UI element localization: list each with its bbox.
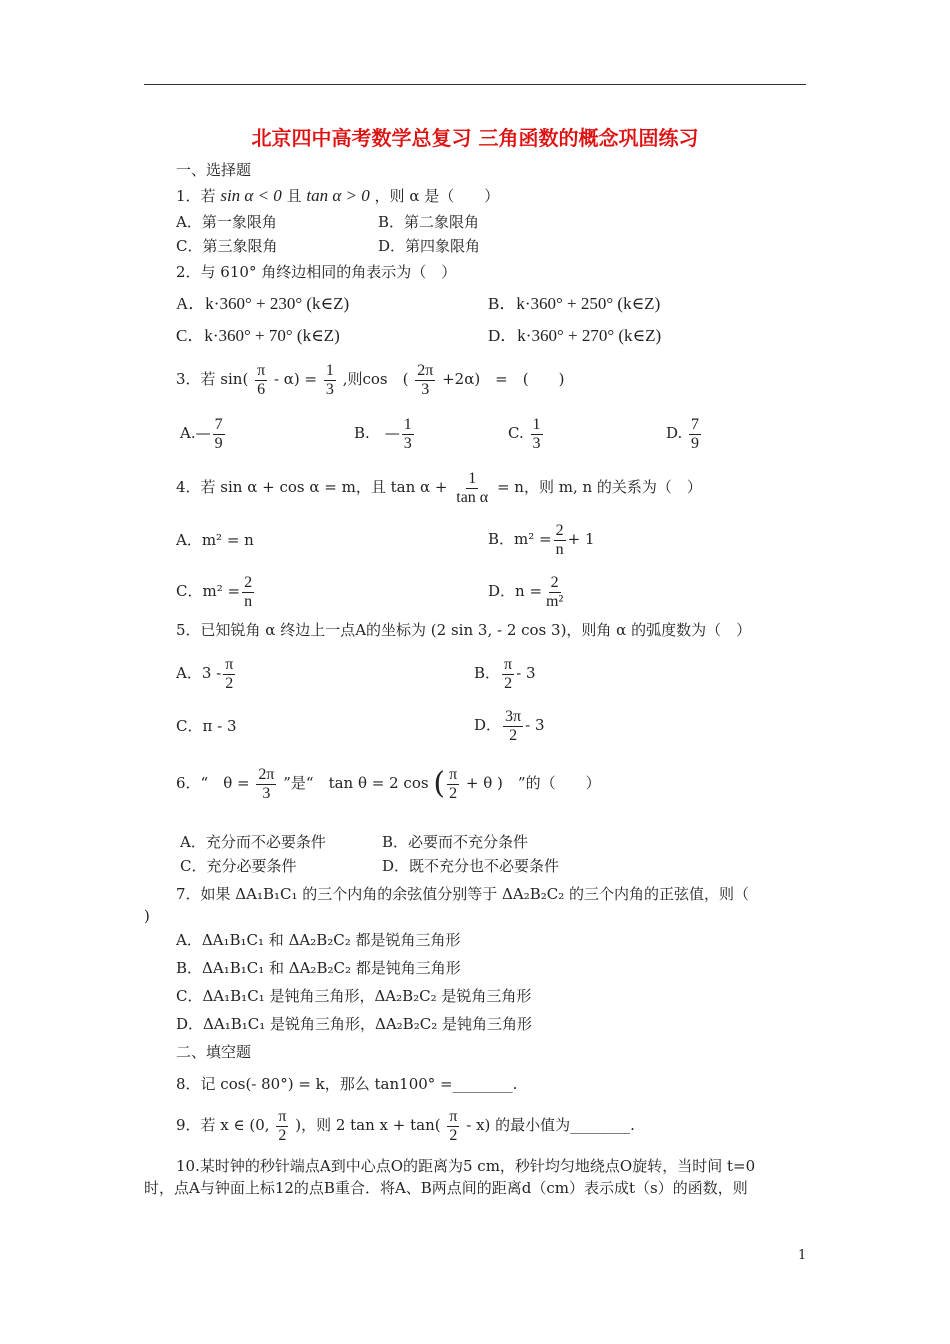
q3-b-den: 3 — [403, 434, 412, 452]
q6-frac-1 — [256, 766, 276, 803]
q6-option-a: A．充分而不必要条件 — [180, 833, 326, 851]
q3-f2-den: 3 — [325, 380, 334, 398]
q5-a-den: 2 — [225, 674, 234, 692]
q9-frac-1 — [276, 1108, 288, 1145]
q2-option-c: C．k·360° + 70° (k∈Z) — [176, 326, 340, 345]
q5-b-den: 2 — [504, 674, 513, 692]
q5-option-c: C．π - 3 — [176, 717, 237, 735]
q3-a-den: 9 — [214, 434, 223, 452]
q6-frac-2 — [447, 766, 459, 803]
q3-prefix: 3．若 sin( — [176, 370, 249, 388]
q3-b-num: 1 — [403, 415, 412, 433]
q4-f-den: tan α — [456, 488, 489, 506]
q5-a-pre: A．3 - — [176, 664, 222, 682]
q3-d-den: 9 — [691, 434, 700, 452]
q3-a-frac — [213, 416, 225, 453]
q3-option-b — [354, 414, 416, 453]
q3-option-d — [666, 414, 703, 453]
q3-d-label: D. — [666, 424, 683, 442]
question-5: 5．已知锐角 α 终边上一点A的坐标为 (2 sin 3, - 2 cos 3)，则角 α 的弧度数为（ ） — [176, 621, 752, 639]
q4-b-den: n — [555, 540, 564, 558]
q6-mid: ”是“ tan θ = 2 cos — [283, 774, 429, 792]
q4-option-a: A．m² = n — [176, 531, 254, 549]
q9-mid: )，则 2 tan x + tan( — [295, 1116, 441, 1134]
q6-f1-den: 3 — [262, 784, 271, 802]
q9-f1-den: 2 — [278, 1126, 287, 1144]
q4-option-c — [176, 572, 256, 611]
q6-option-d: D．既不充分也不必要条件 — [382, 857, 560, 875]
q9-pre: 9．若 x ∈ (0, — [176, 1116, 270, 1134]
q9-f2-num: π — [449, 1107, 458, 1125]
q3-c-num: 1 — [532, 415, 541, 433]
q6-f2-den: 2 — [449, 784, 458, 802]
q4-b-pre: B．m² = — [488, 530, 552, 548]
question-7: 7．如果 ΔA₁B₁C₁ 的三个内角的余弦值分别等于 ΔA₂B₂C₂ 的三个内角的正弦值，则（ — [176, 885, 750, 903]
q1-option-b: B．第二象限角 — [378, 213, 480, 231]
header-rule — [144, 84, 806, 85]
q3-f2-num: 1 — [325, 361, 334, 379]
q1-post: ，则 α 是（ ） — [374, 187, 500, 205]
q1-cond1: sin α < 0 — [220, 186, 282, 205]
q4-d-num: 2 — [550, 573, 559, 591]
q4-f-num: 1 — [468, 469, 477, 487]
section-choice-heading: 一、选择题 — [176, 161, 252, 179]
q2-option-b: B．k·360° + 250° (k∈Z) — [488, 294, 661, 313]
q3-f3-den: 3 — [421, 380, 430, 398]
q6-f1-num: 2π — [258, 765, 275, 783]
q9-tail: - x) 的最小值为________. — [466, 1116, 635, 1134]
q7-option-a: A．ΔA₁B₁C₁ 和 ΔA₂B₂C₂ 都是锐角三角形 — [176, 931, 461, 949]
section-fill-heading: 二、填空题 — [176, 1043, 252, 1061]
q3-b-frac — [402, 416, 414, 453]
q3-f3-num: 2π — [417, 361, 434, 379]
q3-d-frac — [689, 416, 701, 453]
q3-option-c — [508, 414, 545, 453]
q3-mid1: - α) = — [273, 370, 318, 388]
q6-tail: + θ ) ”的（ ） — [465, 774, 601, 792]
q9-f1-num: π — [278, 1107, 287, 1125]
question-8: 8．记 cos(- 80°) = k，那么 tan100° =________. — [176, 1075, 518, 1093]
q5-b-frac — [502, 656, 514, 693]
q2-option-a: A．k·360° + 230° (k∈Z) — [176, 294, 350, 313]
q2-option-d: D．k·360° + 270° (k∈Z) — [488, 326, 662, 345]
q6-open-paren: ( — [433, 766, 446, 801]
q4-d-frac — [544, 574, 565, 611]
q4-option-d — [488, 572, 567, 611]
q10-continuation: 时，点A与钟面上标12的点B重合．将A、B两点间的距离d（cm）表示成t（s）的函数，则 — [144, 1179, 748, 1197]
q5-option-b — [474, 654, 536, 693]
q4-b-frac — [554, 522, 566, 559]
q4-tail: = n，则 m, n 的关系为（ ） — [496, 478, 702, 496]
q1-option-d: D．第四象限角 — [378, 237, 481, 255]
q4-prefix: 4．若 sin α + cos α = m，且 tan α + — [176, 478, 448, 496]
question-10: 10.某时钟的秒针端点A到中心点O的距离为5 cm，秒针均匀地绕点O旋转，当时间 t=0 — [176, 1157, 756, 1175]
q5-a-frac — [223, 656, 235, 693]
q1-prefix: 1．若 — [176, 187, 216, 205]
q4-b-post: + 1 — [567, 530, 595, 548]
q9-frac-2 — [447, 1108, 459, 1145]
q5-d-frac — [503, 708, 523, 745]
q5-a-num: π — [225, 655, 234, 673]
question-4 — [176, 468, 702, 507]
q3-d-num: 7 — [691, 415, 700, 433]
q3-frac-1 — [255, 362, 267, 399]
q9-f2-den: 2 — [449, 1126, 458, 1144]
q4-c-num: 2 — [244, 573, 253, 591]
q6-pre: 6．“ θ = — [176, 774, 250, 792]
q3-frac-3 — [415, 362, 435, 399]
question-2: 2．与 610° 角终边相同的角表示为（ ） — [176, 263, 457, 281]
page-number: 1 — [798, 1248, 807, 1263]
q6-option-c: C．充分必要条件 — [180, 857, 297, 875]
q7-option-b: B．ΔA₁B₁C₁ 和 ΔA₂B₂C₂ 都是钝角三角形 — [176, 959, 461, 977]
q4-frac — [454, 470, 490, 507]
q7-continuation: ) — [144, 907, 150, 925]
q6-f2-num: π — [449, 765, 458, 783]
q5-d-post: - 3 — [525, 716, 545, 734]
q5-b-post: - 3 — [516, 664, 536, 682]
q4-b-num: 2 — [555, 521, 564, 539]
page-title: 北京四中高考数学总复习 三角函数的概念巩固练习 — [251, 126, 699, 150]
q3-frac-2 — [324, 362, 336, 399]
q1-option-a: A．第一象限角 — [176, 213, 277, 231]
q3-a-label: A.— — [180, 424, 211, 442]
q6-option-b: B．必要而不充分条件 — [382, 833, 529, 851]
q5-b-num: π — [504, 655, 513, 673]
q5-d-den: 2 — [509, 726, 518, 744]
q3-option-a — [180, 414, 227, 453]
question-3 — [176, 360, 564, 399]
q5-b-pre: B． — [474, 664, 501, 682]
q4-d-den: m² — [546, 592, 564, 610]
q1-option-c: C．第三象限角 — [176, 237, 278, 255]
q5-d-num: 3π — [505, 707, 522, 725]
question-6 — [176, 764, 601, 803]
question-1 — [176, 186, 499, 206]
q4-c-den: n — [244, 592, 253, 610]
q4-option-b — [488, 520, 595, 559]
q3-f1-num: π — [257, 361, 266, 379]
q3-a-num: 7 — [214, 415, 223, 433]
q4-d-pre: D．n = — [488, 582, 543, 600]
q5-d-pre: D． — [474, 716, 502, 734]
q1-cond2: tan α > 0 — [306, 186, 370, 205]
q4-c-frac — [242, 574, 254, 611]
q3-tail: +2α) = ( ) — [442, 370, 565, 388]
q3-mid2: ,则cos ( — [342, 370, 409, 388]
question-9 — [176, 1106, 635, 1145]
q3-c-label: C. — [508, 424, 524, 442]
q3-c-den: 3 — [532, 434, 541, 452]
q5-option-a — [176, 654, 237, 693]
q7-option-c: C．ΔA₁B₁C₁ 是钝角三角形，ΔA₂B₂C₂ 是锐角三角形 — [176, 987, 532, 1005]
q1-mid: 且 — [286, 187, 302, 205]
q3-f1-den: 6 — [257, 380, 266, 398]
q3-b-label: B. — — [354, 424, 400, 442]
q3-c-frac — [531, 416, 543, 453]
q5-option-d — [474, 706, 545, 745]
q4-c-pre: C．m² = — [176, 582, 241, 600]
q7-option-d: D．ΔA₁B₁C₁ 是锐角三角形，ΔA₂B₂C₂ 是钝角三角形 — [176, 1015, 532, 1033]
